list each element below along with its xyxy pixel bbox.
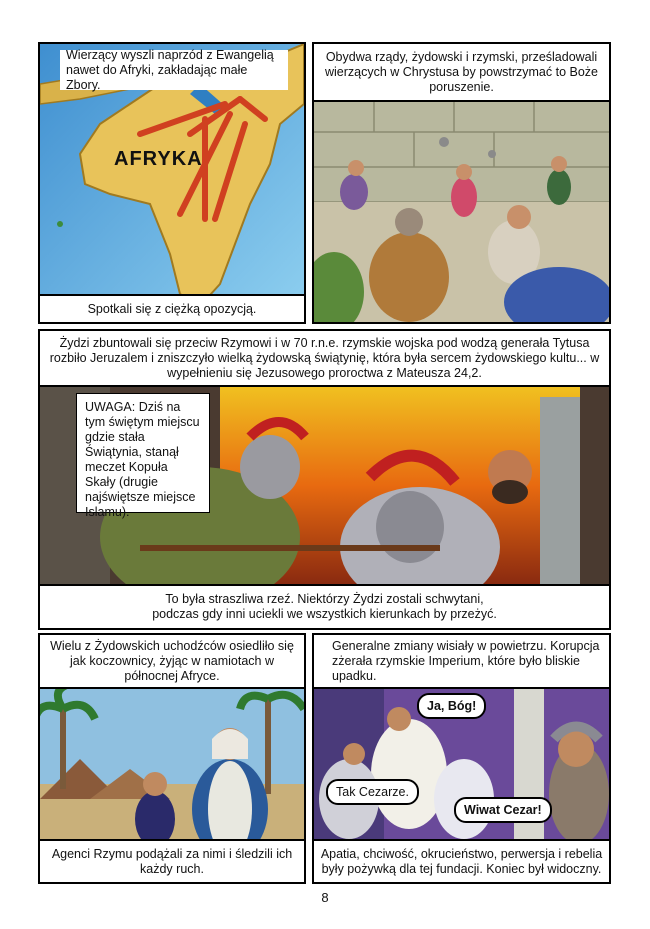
page-number: 8 (321, 890, 329, 905)
caption-text: Generalne zmiany wisiały w powietrzu. Korupcja zżerała rzymskie Imperium, które było bliskie upadku. (332, 638, 600, 683)
caption-top (314, 44, 609, 102)
caption-text: Wielu z Żydowskich uchodźców osiedliło się jak koczownicy, żyjąc w namiotach w północnej Afryce. (50, 638, 294, 683)
caption-top (40, 635, 304, 689)
caption-text: Spotkali się z ciężką opozycją. (87, 301, 257, 316)
caption-top (60, 47, 288, 92)
caption-text: Wierzący wyszli naprzód z Ewangelią nawet do Afryki, zakładając małe Zbory. (66, 47, 274, 92)
panel-persecution (312, 42, 611, 324)
caption-text: To była straszliwa rzeź. Niektórzy Żydzi zostali schwytani, podczas gdy inni uciekli we wszystkich kierunkach by przeżyć. (152, 592, 497, 621)
caption-bottom (40, 584, 609, 628)
caption-text: Żydzi zbuntowali się przeciw Rzymowi i w 70 r.n.e. rzymskie wojska pod wodzą generała Tytusa rozbiło Jeruzalem i zniszczyło wielką żydowską świątynię, która była sercem żydowskiego kultu... w wypełnieniu się Jezusowego proroctwa z Mateusza 24,2. (49, 335, 600, 380)
caption-text: Apatia, chciwość, okrucieństwo, perwersja i rebelia były pożywką dla tej fundacji. Koniec był widoczny. (320, 846, 603, 876)
map-label: AFRYKA (114, 148, 203, 170)
panel-roman-decadence (312, 633, 611, 884)
panel-jerusalem (38, 329, 611, 630)
caption-bottom (314, 839, 609, 882)
note-text: UWAGA: Dziś na tym świętym miejscu gdzie stała Świątynia, stanął meczet Kopuła Skały (drugie najświętsze miejsce Islamu). (85, 400, 200, 519)
caption-bottom (40, 294, 304, 322)
note-box (76, 393, 210, 519)
caption-bottom (40, 839, 304, 882)
caption-text: Agenci Rzymu podążali za nimi i śledzili ich każdy ruch. (51, 846, 293, 876)
nomads-illustration (40, 689, 304, 839)
speech-bubble-ja-bog: Ja, Bóg! (417, 693, 486, 719)
caption-top (40, 331, 609, 387)
panel-nomads (38, 633, 306, 884)
speech-bubble-wiwat-cezar: Wiwat Cezar! (454, 797, 552, 823)
caption-top (314, 635, 609, 689)
panel-africa-map (38, 42, 306, 324)
caption-text: Obydwa rządy, żydowski i rzymski, prześladowali wierzących w Chrystusa by powstrzymać to Boże poruszenie. (324, 49, 598, 94)
speech-bubble-tak-cezarze: Tak Cezarze. (326, 779, 419, 805)
stoning-scene-illustration (314, 102, 609, 322)
